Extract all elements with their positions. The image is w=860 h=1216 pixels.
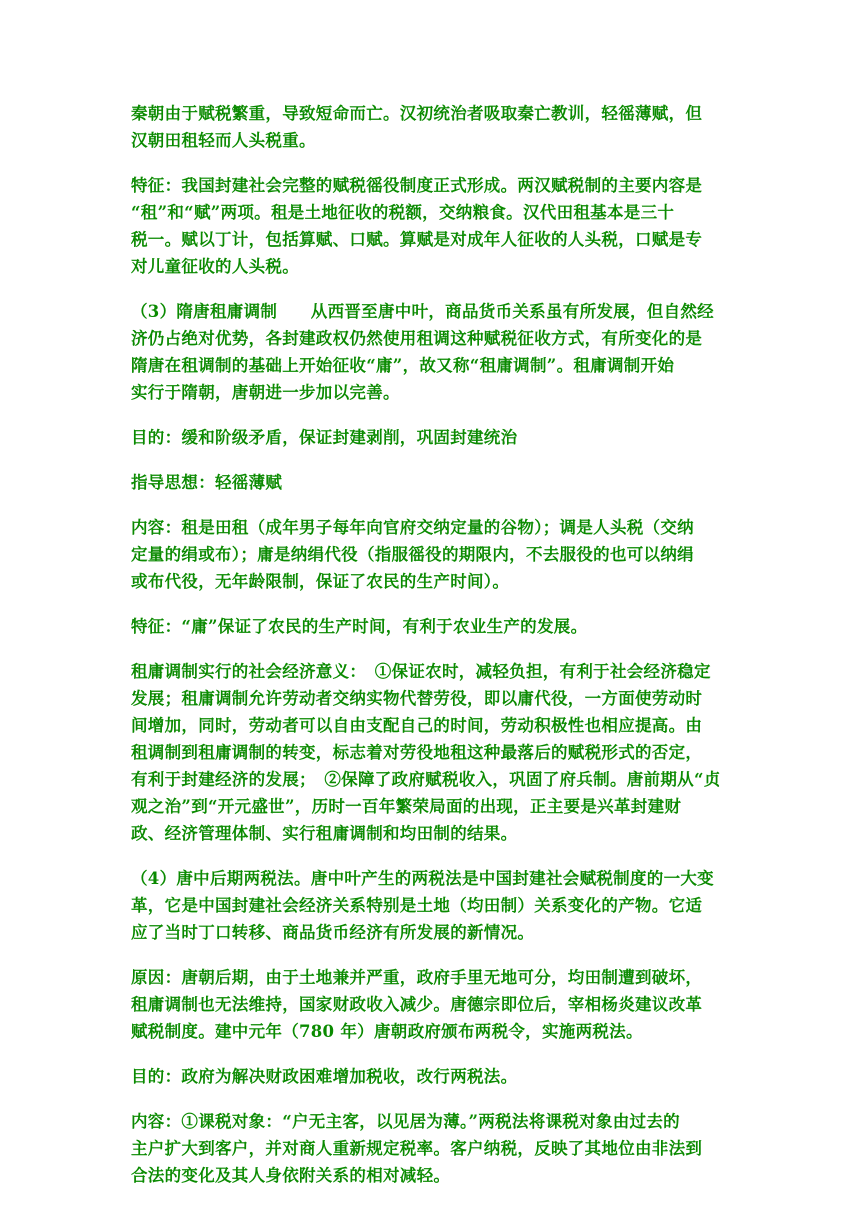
text-line: 租庸调制也无法维持，国家财政收入减少。唐德宗即位后，宰相杨炎建议改革	[131, 995, 703, 1014]
paragraph	[131, 613, 731, 640]
text-line: 内容：租是田租（成年男子每年向官府交纳定量的谷物）；调是人头税（交纳	[131, 518, 694, 537]
document-page	[131, 100, 731, 1207]
text-line: 租庸调制实行的社会经济意义： ①保证农时，减轻负担，有利于社会经济稳定	[131, 662, 711, 681]
text-line: 发展；租庸调制允许劳动者交纳实物代替劳役，即以庸代役，一方面使劳动时	[131, 689, 703, 708]
text-line: “租”和“赋”两项。租是土地征收的税额，交纳粮食。汉代田租基本是三十	[131, 203, 675, 222]
paragraph	[131, 514, 731, 595]
text-line: 间增加，同时，劳动者可以自由支配自己的时间，劳动积极性也相应提高。由	[131, 716, 703, 735]
text-line: 革，它是中国封建社会经济关系特别是土地（均田制）关系变化的产物。它适	[131, 896, 703, 915]
text-line: 或布代役，无年龄限制，保证了农民的生产时间）。	[131, 572, 510, 591]
paragraph	[131, 1108, 731, 1189]
text-line: 租调制到租庸调制的转变，标志着对劳役地租这种最落后的赋税形式的否定，	[131, 743, 703, 762]
text-line: 汉朝田租轻而人头税重。	[131, 131, 316, 150]
text-line: 指导思想：轻徭薄赋	[131, 473, 283, 492]
text-line: 观之治”到“开元盛世”，历时一百年繁荣局面的出现，正主要是兴革封建财	[131, 797, 682, 816]
text-line: （4）唐中后期两税法。唐中叶产生的两税法是中国封建社会赋税制度的一大变	[131, 869, 714, 888]
text-line: 秦朝由于赋税繁重，导致短命而亡。汉初统治者吸取秦亡教训，轻徭薄赋，但	[131, 104, 703, 123]
text-line: 应了当时丁口转移、商品货币经济有所发展的新情况。	[131, 923, 535, 942]
text-line: 济仍占绝对优势，各封建政权仍然使用租调这种赋税征收方式，有所变化的是	[131, 329, 703, 348]
text-line: 定量的绢或布）；庸是纳绢代役（指服徭役的期限内，不去服役的也可以纳绢	[131, 545, 694, 564]
text-line: 主户扩大到客户，并对商人重新规定税率。客户纳税，反映了其地位由非法到	[131, 1139, 703, 1158]
text-line: 有利于封建经济的发展； ②保障了政府赋税收入，巩固了府兵制。唐前期从“贞	[131, 770, 721, 789]
paragraph	[131, 100, 731, 154]
paragraph	[131, 658, 731, 847]
paragraph	[131, 865, 731, 946]
text-line: 税一。赋以丁计，包括算赋、口赋。算赋是对成年人征收的人头税，口赋是专	[131, 230, 703, 249]
paragraph	[131, 469, 731, 496]
text-line: 赋税制度。建中元年（780 年）唐朝政府颁布两税令，实施两税法。	[131, 1022, 643, 1041]
text-line: 实行于隋朝，唐朝进一步加以完善。	[131, 383, 400, 402]
text-line: 合法的变化及其人身依附关系的相对减轻。	[131, 1166, 451, 1185]
text-line: 特征：“庸”保证了农民的生产时间，有利于农业生产的发展。	[131, 617, 588, 636]
text-line: 原因：唐朝后期，由于土地兼并严重，政府手里无地可分，均田制遭到破坏，	[131, 968, 703, 987]
text-line: 目的：缓和阶级矛盾，保证封建剥削，巩固封建统治	[131, 428, 518, 447]
text-line: 目的：政府为解决财政困难增加税收，改行两税法。	[131, 1067, 518, 1086]
text-line: 特征：我国封建社会完整的赋税徭役制度正式形成。两汉赋税制的主要内容是	[131, 176, 703, 195]
paragraph	[131, 1063, 731, 1090]
paragraph	[131, 964, 731, 1045]
text-line: 政、经济管理体制、实行租庸调制和均田制的结果。	[131, 824, 518, 843]
text-line: （3）隋唐租庸调制 从西晋至唐中叶，商品货币关系虽有所发展，但自然经	[131, 302, 714, 321]
text-line: 对儿童征收的人头税。	[131, 257, 299, 276]
text-line: 内容：①课税对象：“户无主客，以见居为薄。”两税法将课税对象由过去的	[131, 1112, 680, 1131]
paragraph	[131, 424, 731, 451]
paragraph	[131, 172, 731, 280]
paragraph	[131, 298, 731, 406]
text-line: 隋唐在租调制的基础上开始征收“庸”，故又称“租庸调制”。租庸调制开始	[131, 356, 675, 375]
